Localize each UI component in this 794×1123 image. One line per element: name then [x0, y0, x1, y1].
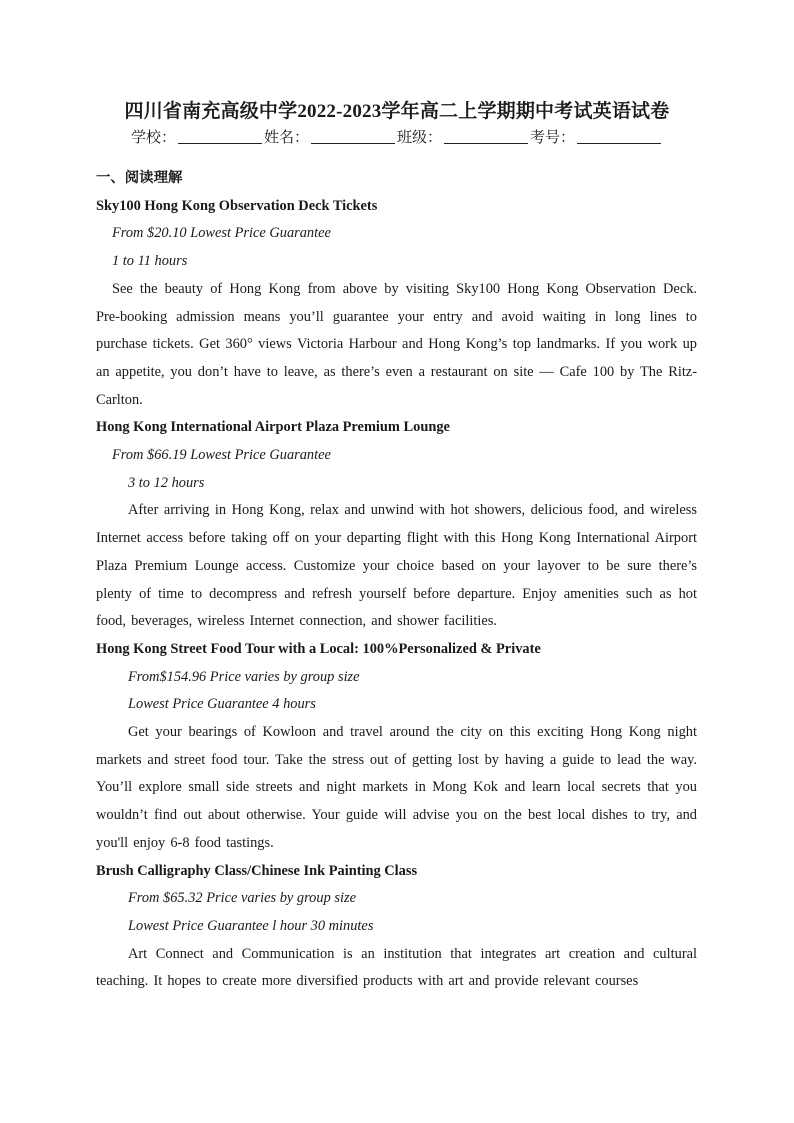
item-title: Sky100 Hong Kong Observation Deck Tickets [96, 197, 378, 214]
name-blank[interactable] [311, 129, 395, 144]
school-label: 学校： [130, 130, 176, 146]
item-duration: 1 to 11 hours [112, 253, 188, 270]
item-description: After arriving in Hong Kong, relax and unwind with hot showers, delicious food, and wireless Internet access before taking off on your departing flight with this Hong Kong International Airport Plaza Premium Lounge access. Customize your choice based on your layover to be sure there’s plenty of time to decompress and refresh yourself before departure. Enjoy amenities such as hot food, beverages, wireless Internet connection, and shower facilities. [96, 502, 697, 630]
item-description: Art Connect and Communication is an institution that integrates art creation and cultural teaching. It hopes to create more diversified products with art and provide relevant courses [96, 945, 697, 990]
item-duration: 3 to 12 hours [128, 474, 205, 491]
item-title: Hong Kong International Airport Plaza Premium Lounge [96, 419, 450, 436]
school-blank[interactable] [178, 129, 262, 144]
exam-number-blank[interactable] [577, 129, 661, 144]
name-label: 姓名： [263, 130, 309, 146]
item-title: Hong Kong Street Food Tour with a Local: 100%Personalized & Private [96, 640, 541, 657]
item-title: Brush Calligraphy Class/Chinese Ink Painting Class [96, 862, 418, 879]
item-price: From $66.19 Lowest Price Guarantee [112, 447, 331, 464]
exam-title: 四川省南充高级中学2022-2023学年高二上学期期中考试英语试卷 [124, 101, 670, 122]
student-info-line [0, 126, 794, 147]
item-price: From $65.32 Price varies by group size [128, 890, 356, 907]
item-price: From$154.96 Price varies by group size [128, 668, 360, 685]
item-duration: Lowest Price Guarantee l hour 30 minutes [128, 917, 374, 934]
section-heading: 一、阅读理解 [96, 170, 183, 186]
reading-section [96, 165, 697, 996]
class-blank[interactable] [444, 129, 528, 144]
class-label: 班级： [397, 130, 443, 146]
exam-number-label: 考号： [530, 130, 576, 146]
item-price: From $20.10 Lowest Price Guarantee [112, 225, 331, 242]
item-description: See the beauty of Hong Kong from above by visiting Sky100 Hong Kong Observation Deck. Pre-booking admission means you’ll guarantee your entry and avoid waiting in long lines to purchase tickets. Get 360° views Victoria Harbour and Hong Kong’s top landmarks. If you work up an appetite, you don’t have to leave, as there’s even a restaurant on site — Cafe 100 by The Ritz-Carlton. [96, 280, 697, 408]
item-duration: Lowest Price Guarantee 4 hours [128, 696, 316, 713]
item-description: Get your bearings of Kowloon and travel around the city on this exciting Hong Kong night markets and street food tour. Take the stress out of getting lost by having a guide to lead the way. You’ll explore small side streets and night markets in Mong Kok and learn local secrets that you wouldn’t find out about otherwise. Your guide will advise you on the best local dishes to try, and you'll enjoy 6-8 food tastings. [96, 724, 697, 851]
